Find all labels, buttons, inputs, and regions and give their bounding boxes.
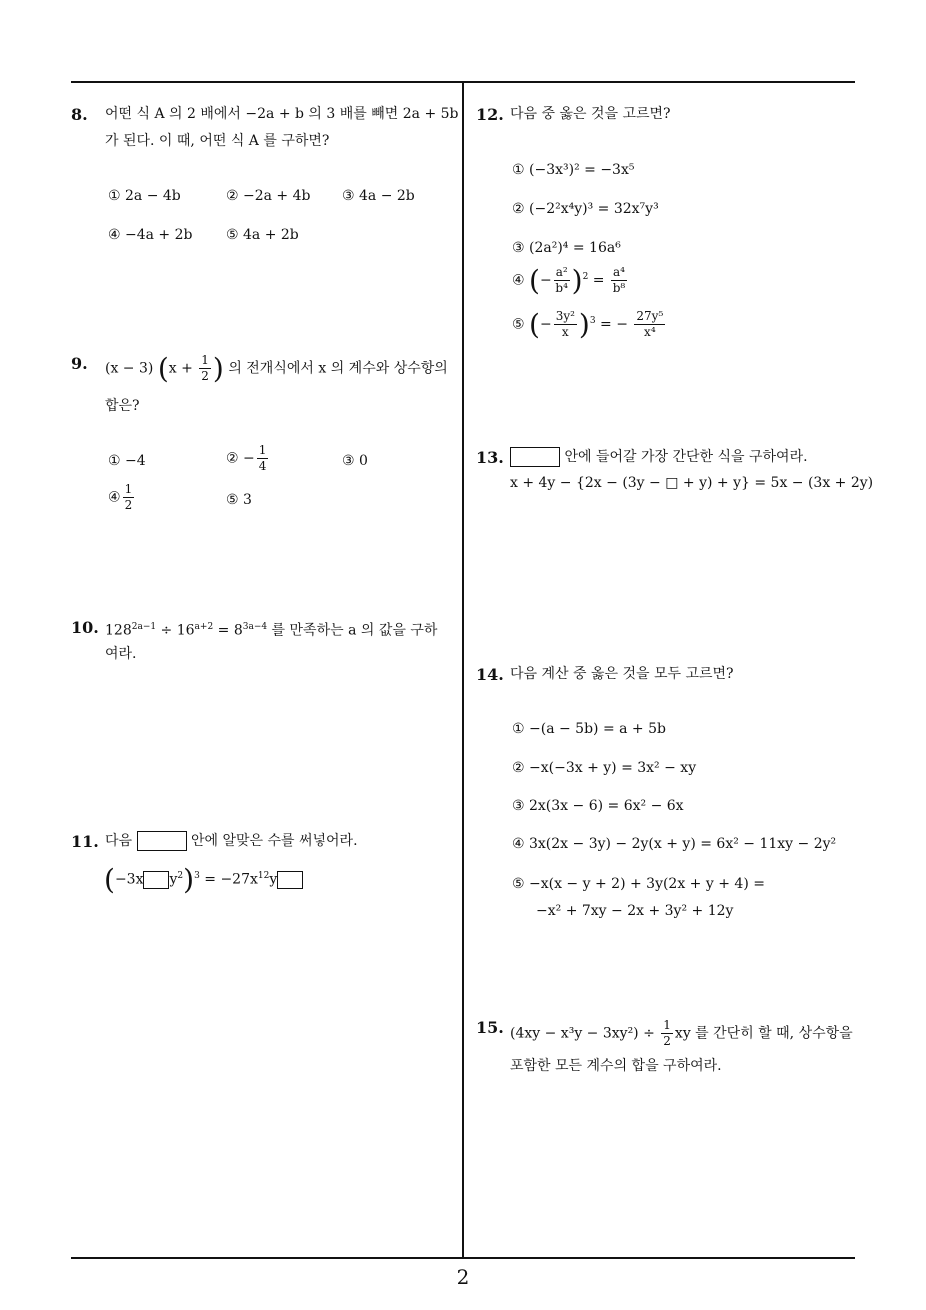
answer-blank[interactable] [510,447,560,467]
answer-blank[interactable] [277,871,303,889]
question-text-line2: 여라. [105,646,137,662]
question-text-line1: $128^{2a-1} \div 16^{a+2} = 8^{3a-4}$ 를 만족하는 a 의 값을 구하 [105,622,438,639]
option-3[interactable]: ③ 4a − 2b [342,188,415,204]
answer-blank[interactable] [137,831,187,851]
page-number: 2 [456,1265,470,1289]
option-5[interactable]: ⑤ −x(x − y + 2) + 3y(2x + y + 4) = [512,876,765,892]
option-4[interactable]: ④ 3x(2x − 3y) − 2y(x + y) = 6x² − 11xy − 2y² [512,836,837,852]
question-number: 15. [476,1018,504,1037]
question-15 [476,1014,861,1084]
question-text-line1: (4xy − x³y − 3xy²) ÷ $\frac{1}{2}$ xy 를 간단히 할 때, 상수항을 [510,1018,853,1048]
expr-inner: x + [168,360,193,377]
question-number: 9. [71,354,88,373]
question-text: 다음 중 옳은 것을 고르면? [510,106,671,122]
expr-factor: (x − 3) [105,360,154,377]
option-2[interactable]: ② − $\frac{1}{4}$ [226,443,267,473]
option-2[interactable]: ② −x(−3x + y) = 3x² − xy [512,760,697,776]
question-13 [476,444,856,504]
bottom-rule [71,1257,855,1259]
option-4[interactable]: ④ −4a + 2b [108,227,193,243]
question-text-line2: 포함한 모든 계수의 합을 구하여라. [510,1058,722,1074]
option-3[interactable]: ③ 2x(3x − 6) = 6x² − 6x [512,798,684,814]
question-10 [71,614,461,674]
question-8 [71,101,459,161]
option-3[interactable]: ③ (2a²)⁴ = 16a⁶ [512,240,621,256]
option-1[interactable]: ① (−3x³)² = −3x⁵ [512,162,635,178]
question-text-line2: 가 된다. 이 때, 어떤 식 A 를 구하면? [105,133,330,149]
question-number: 13. [476,448,504,467]
column-divider [462,82,464,1258]
question-12 [476,101,856,131]
question-9 [71,350,461,420]
option-5[interactable]: ⑤ (− $\frac{\text{3y²}}{x}$ )$^3$ = − $\frac{\text{27y⁵}}{\text{x⁴}}$ [512,308,664,341]
question-text: 다음 안에 알맞은 수를 써넣어라. [105,833,358,849]
question-text-line1: 의 전개식에서 x 의 계수와 상수항의 [228,360,448,377]
option-5-continued: −x² + 7xy − 2x + 3y² + 12y [536,903,734,919]
option-5[interactable]: ⑤ 4a + 2b [226,227,299,243]
option-5[interactable]: ⑤ 3 [226,492,252,508]
question-number: 11. [71,832,99,851]
fraction: $\frac{1}{2}$ [201,353,209,383]
option-4[interactable]: ④ (− $\frac{\text{a²}}{\text{b⁴}}$ )$^2$ = $\frac{\text{a⁴}}{\text{b⁸}}$ [512,264,626,297]
option-1[interactable]: ① −4 [108,453,146,469]
fraction: $\frac{1}{2}$ [663,1018,671,1048]
equation: x + 4y − {2x − (3y − □ + y) + y} = 5x − (3x + 2y) [510,475,874,491]
option-4[interactable]: ④ $\frac{1}{2}$ [108,482,133,512]
answer-blank[interactable] [143,871,169,889]
question-text-line1: 어떤 식 A 의 2 배에서 −2a + b 의 3 배를 빼면 2a + 5b [105,106,459,122]
question-text: 다음 계산 중 옳은 것을 모두 고르면? [510,666,734,682]
question-text-line2: 합은? [105,398,140,414]
question-text: 안에 들어갈 가장 간단한 식을 구하여라. [510,444,808,471]
option-2[interactable]: ② (−2²x⁴y)³ = 32x⁷y³ [512,201,659,217]
option-1[interactable]: ① −(a − 5b) = a + 5b [512,721,666,737]
question-14 [476,661,856,691]
option-3[interactable]: ③ 0 [342,453,368,469]
question-number: 14. [476,665,504,684]
option-1[interactable]: ① 2a − 4b [108,188,181,204]
question-number: 8. [71,105,88,124]
question-number: 10. [71,618,99,637]
equation: (−3x $y^2)^3 = -27x^{12}y$ [104,863,303,896]
question-expression: (x − 3) (x + $\frac{1}{2}$ ) 의 전개식에서 x 의 계수와 상수항의 [105,352,448,385]
question-number: 12. [476,105,504,124]
option-2[interactable]: ② −2a + 4b [226,188,311,204]
